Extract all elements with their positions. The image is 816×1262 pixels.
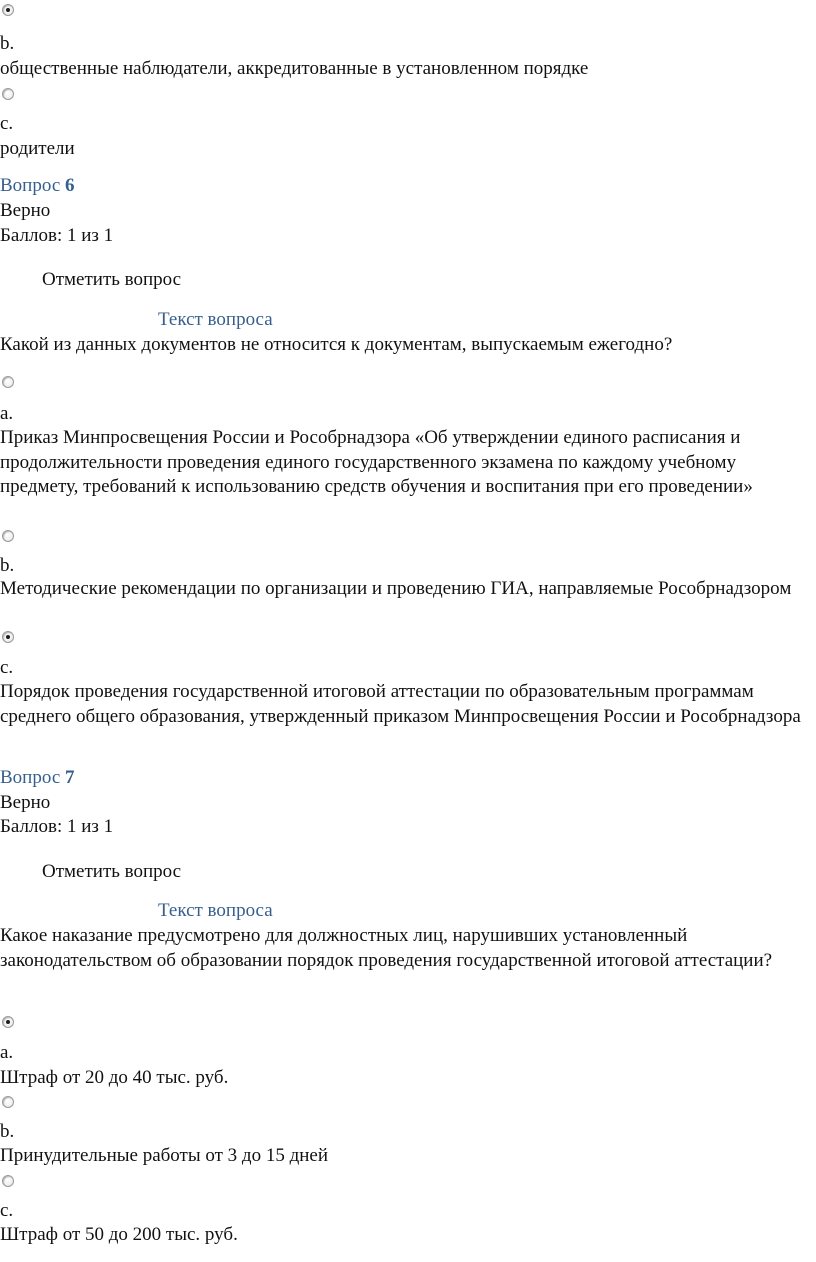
q6-option-b-letter: b.: [0, 555, 15, 576]
q6-option-b-radio[interactable]: [2, 530, 14, 542]
q6-option-b-text: Методические рекомендации по организации и проведению ГИА, направляемые Рособрнадзором: [0, 578, 792, 599]
q7-flag-link[interactable]: Отметить вопрос: [42, 861, 182, 882]
q6-text-label: Текст вопроса: [158, 309, 273, 330]
q5-option-c-letter: c.: [0, 113, 14, 134]
q6-label: Вопрос: [0, 175, 61, 196]
q7-question-text: Какое наказание предусмотрено для должностных лиц, нарушивших установленный законодательством об образовании порядок проведения государственной итоговой аттестации?: [0, 925, 773, 971]
q7-status: Верно: [0, 792, 51, 813]
q5-option-b-text: общественные наблюдатели, аккредитованные в установленном порядке: [0, 58, 589, 79]
q7-option-b-text: Принудительные работы от 3 до 15 дней: [0, 1145, 329, 1166]
q7-option-c-letter: c.: [0, 1200, 14, 1221]
q7-option-b-letter: b.: [0, 1121, 15, 1142]
q6-number: 6: [65, 175, 75, 196]
q7-option-c-text: Штраф от 50 до 200 тыс. руб.: [0, 1224, 238, 1245]
q7-score: Баллов: 1 из 1: [0, 816, 114, 837]
q6-flag-link[interactable]: Отметить вопрос: [42, 269, 182, 290]
q5-option-b-letter: b.: [0, 33, 15, 54]
q7-label: Вопрос: [0, 767, 61, 788]
q6-option-c-text: Порядок проведения государственной итоговой аттестации по образовательным программам среднего общего образования, утвержденный приказом Минпросвещения России и Рособрнадзора: [0, 681, 801, 727]
q7-number: 7: [65, 767, 75, 788]
q6-header: [0, 174, 75, 199]
q5-option-a-radio[interactable]: [2, 4, 14, 16]
q7-header: [0, 766, 75, 791]
q6-status: Верно: [0, 200, 51, 221]
q7-option-a-text: Штраф от 20 до 40 тыс. руб.: [0, 1067, 229, 1088]
q7-text-label: Текст вопроса: [158, 900, 273, 921]
q7-option-a-radio[interactable]: [2, 1016, 14, 1028]
q6-score: Баллов: 1 из 1: [0, 225, 114, 246]
q7-option-a-letter: a.: [0, 1042, 14, 1063]
q7-option-c-radio[interactable]: [2, 1175, 14, 1187]
q6-question-text: Какой из данных документов не относится к документам, выпускаемым ежегодно?: [0, 334, 673, 355]
q6-option-a-radio[interactable]: [2, 376, 14, 388]
q6-option-c-letter: c.: [0, 657, 14, 678]
q5-option-c-text: родители: [0, 138, 75, 159]
q6-option-c-radio[interactable]: [2, 631, 14, 643]
q7-option-b-radio[interactable]: [2, 1096, 14, 1108]
q5-option-b-radio[interactable]: [2, 88, 14, 100]
q6-option-a-letter: a.: [0, 403, 14, 424]
q6-option-a-text: Приказ Минпросвещения России и Рособрнадзора «Об утверждении единого расписания и продолжительности проведения единого государственного экзамена по каждому учебному предмету, требований к использованию средств обучения и воспитания при его проведении»: [0, 427, 753, 497]
